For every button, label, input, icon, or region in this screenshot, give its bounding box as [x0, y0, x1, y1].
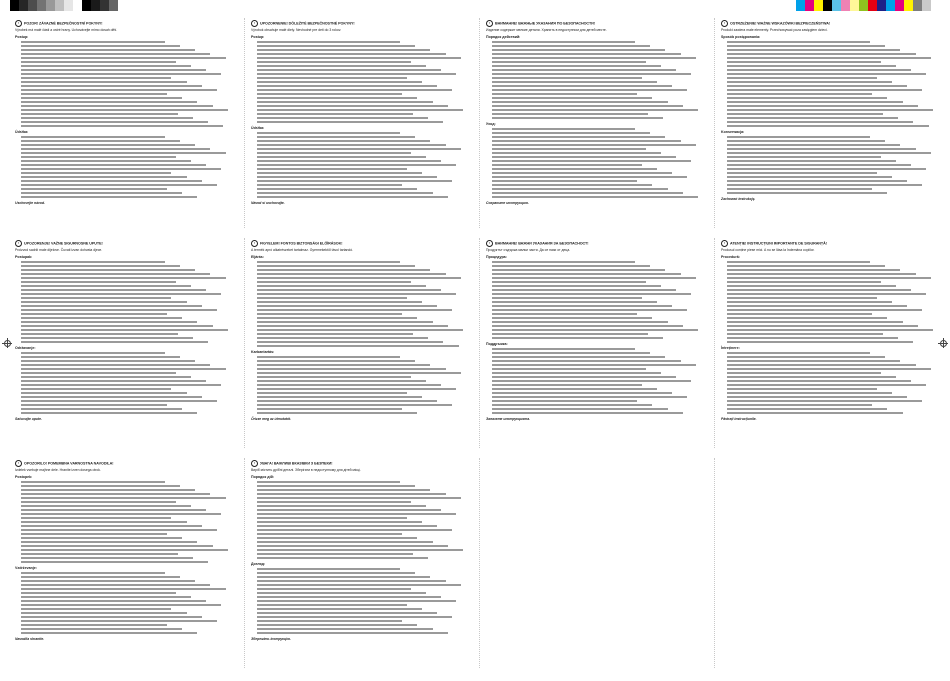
warning-icon: ! [15, 460, 22, 467]
panel-warning: ! OPOZORILO! POMEMBNA VARNOSTNA NAVODILA! [15, 460, 232, 467]
panel-section-b: Уход: [486, 121, 496, 126]
panel-section-a: Порядок дій: [251, 474, 274, 479]
panel-section-b: Údržba: [251, 125, 265, 130]
panel-intro: A termék apró alkatrészeket tartalmaz. Gyermekektől távol tartandó. [251, 248, 354, 252]
panel-care [15, 571, 232, 635]
text-line [15, 124, 225, 128]
color-swatch [886, 0, 895, 11]
panel-steps [721, 260, 937, 344]
panel-steps [15, 480, 232, 564]
instruction-sheet [9, 18, 941, 668]
text-line [251, 631, 450, 635]
panel-section-b: Údržba: [15, 129, 29, 134]
color-swatch [796, 0, 805, 11]
color-swatch [859, 0, 868, 11]
panel-intro: Výrobek má malé části a ostré hrany. Uchovávejte mimo dosah dětí. [15, 28, 118, 32]
warning-icon: ! [721, 240, 728, 247]
panel-care [721, 135, 937, 195]
color-swatch [913, 0, 922, 11]
panel-section-b: Vzdrževanje: [15, 565, 37, 570]
panel-footer: Őrizze meg az útmutatót. [251, 416, 292, 421]
panel-steps [486, 260, 702, 340]
color-calibration-strip-left [10, 0, 118, 11]
panel-steps [15, 40, 232, 128]
panel-12-blank [714, 458, 941, 668]
panel-steps [251, 40, 467, 124]
panel-footer: Păstrați instrucțiunile. [721, 416, 757, 421]
text-line [15, 340, 210, 344]
panel-intro: Продуктът съдържа малки части. Да се пази от деца. [486, 248, 571, 252]
panel-6 [244, 238, 471, 448]
color-swatch [64, 0, 73, 11]
panel-section-a: Procedură: [721, 254, 740, 259]
color-swatch [28, 0, 37, 11]
color-swatch [109, 0, 118, 11]
panel-footer: Navodila shranite. [15, 636, 45, 641]
text-line [251, 120, 445, 124]
panel-section-a: Процедура: [486, 254, 507, 259]
color-swatch [877, 0, 886, 11]
panel-footer: Sačuvajte upute. [15, 416, 42, 421]
color-swatch [46, 0, 55, 11]
warning-icon: ! [486, 240, 493, 247]
color-swatch [850, 0, 859, 11]
color-swatch [73, 0, 82, 11]
panel-care [251, 131, 467, 199]
panel-8 [714, 238, 941, 448]
text-line [251, 411, 419, 415]
panel-section-b: Догляд: [251, 561, 266, 566]
panel-warning: ! ATENȚIE! INSTRUCȚIUNI IMPORTANTE DE SIGURANȚĂ! [721, 240, 937, 247]
color-swatch [922, 0, 931, 11]
panel-section-a: Порядок действий: [486, 34, 521, 39]
panel-footer: Návod si uschovajte. [251, 200, 285, 205]
warning-icon: ! [251, 20, 258, 27]
color-swatch [904, 0, 913, 11]
text-line [486, 336, 665, 340]
text-line [721, 340, 915, 344]
color-swatch [823, 0, 832, 11]
panel-section-a: Postupak: [15, 254, 33, 259]
warning-icon: ! [251, 460, 258, 467]
text-line [251, 556, 430, 560]
text-line [15, 631, 199, 635]
panel-footer: Збережіть інструкцію. [251, 636, 291, 641]
warning-icon: ! [251, 240, 258, 247]
panel-warning: ! UPOZORNENIE! DÔLEŽITÉ BEZPEČNOSTNÉ POKYNY! [251, 20, 467, 27]
panel-care [486, 127, 702, 199]
color-swatch [55, 0, 64, 11]
panel-warning: ! ВНИМАНИЕ! ВАЖНИ УКАЗАНИЯ ЗА БЕЗОПАСНОСТ! [486, 240, 702, 247]
panel-care [251, 355, 467, 415]
panel-section-b: Întreținere: [721, 345, 740, 350]
panel-steps [251, 480, 467, 560]
panel-steps [251, 260, 467, 348]
warning-icon: ! [15, 20, 22, 27]
panel-7 [479, 238, 706, 448]
color-swatch [100, 0, 109, 11]
warning-icon: ! [486, 20, 493, 27]
panel-warning: ! ВНИМАНИЕ! ВАЖНЫЕ УКАЗАНИЯ ПО БЕЗОПАСНОСТИ! [486, 20, 702, 27]
panel-care [251, 567, 467, 635]
panel-steps [15, 260, 232, 344]
panel-warning: ! OSTRZEŻENIE! WAŻNE WSKAZÓWKI BEZPIECZEŃSTWA! [721, 20, 937, 27]
panel-footer: Zachować instrukcję. [721, 196, 756, 201]
panel-2 [244, 18, 471, 228]
text-line [486, 195, 700, 199]
color-calibration-strip-right [796, 0, 940, 11]
panel-section-a: Postopek: [15, 474, 33, 479]
panel-footer: Uschovejte návod. [15, 200, 45, 205]
panel-care [721, 351, 937, 415]
color-swatch [805, 0, 814, 11]
panel-1 [9, 18, 236, 228]
color-swatch [832, 0, 841, 11]
panel-intro: Proizvod sadrži male dijelove. Čuvati izvan dohvata djece. [15, 248, 103, 252]
panel-intro: Produkt zawiera małe elementy. Przechowywać poza zasięgiem dzieci. [721, 28, 828, 32]
text-line [721, 191, 889, 195]
text-line [251, 344, 461, 348]
text-line [15, 411, 199, 415]
color-swatch [10, 0, 19, 11]
panel-warning: ! UPOZORENJE! VAŽNE SIGURNOSNE UPUTE! [15, 240, 232, 247]
text-line [15, 195, 199, 199]
color-swatch [841, 0, 850, 11]
panel-section-a: Postup: [15, 34, 29, 39]
panel-care [15, 135, 232, 199]
panel-section-b: Karbantartás: [251, 349, 275, 354]
panel-11-blank [479, 458, 706, 668]
panel-intro: Izdelek vsebuje majhne dele. Hranite izven dosega otrok. [15, 468, 101, 472]
color-swatch [37, 0, 46, 11]
color-swatch [895, 0, 904, 11]
panel-3 [479, 18, 706, 228]
panel-warning: ! POZOR! ZÁVAZNÉ BEZPEČNOSTNÍ POKYNY! [15, 20, 232, 27]
panel-section-a: Eljárás: [251, 254, 264, 259]
text-line [15, 560, 210, 564]
panel-footer: Сохраните инструкцию. [486, 200, 529, 205]
color-swatch [91, 0, 100, 11]
text-line [486, 411, 685, 415]
panel-section-a: Postup: [251, 34, 265, 39]
panel-footer: Запазете инструкцията. [486, 416, 531, 421]
warning-icon: ! [15, 240, 22, 247]
panel-section-b: Поддръжка: [486, 341, 508, 346]
text-line [251, 195, 450, 199]
panel-warning: ! УВАГА! ВАЖЛИВІ ВКАЗІВКИ З БЕЗПЕКИ! [251, 460, 467, 467]
panel-warning: ! FIGYELEM! FONTOS BIZTONSÁGI ELŐÍRÁSOK! [251, 240, 467, 247]
panel-steps [721, 40, 937, 128]
panel-steps [486, 40, 702, 120]
panel-section-b: Održavanje: [15, 345, 36, 350]
color-swatch [868, 0, 877, 11]
panel-intro: Виріб містить дрібні деталі. Зберігати в недоступному для дітей місці. [251, 468, 361, 472]
color-swatch [19, 0, 28, 11]
text-line [486, 116, 665, 120]
panel-care [486, 347, 702, 415]
panel-intro: Výrobok obsahuje malé diely. Nevhodné pre deti do 3 rokov. [251, 28, 342, 32]
panel-10 [244, 458, 471, 668]
text-line [721, 411, 905, 415]
text-line [721, 124, 931, 128]
panel-5 [9, 238, 236, 448]
color-swatch [814, 0, 823, 11]
panel-intro: Изделие содержит мелкие детали. Хранить в недоступном для детей месте. [486, 28, 607, 32]
panel-section-b: Konserwacja: [721, 129, 745, 134]
color-swatch [82, 0, 91, 11]
panel-intro: Produsul conține piese mici. A nu se lăsa la îndemâna copiilor. [721, 248, 815, 252]
panel-section-a: Sposób postępowania: [721, 34, 761, 39]
color-swatch [931, 0, 940, 11]
panel-care [15, 351, 232, 415]
panel-9 [9, 458, 236, 668]
warning-icon: ! [721, 20, 728, 27]
panel-4 [714, 18, 941, 228]
